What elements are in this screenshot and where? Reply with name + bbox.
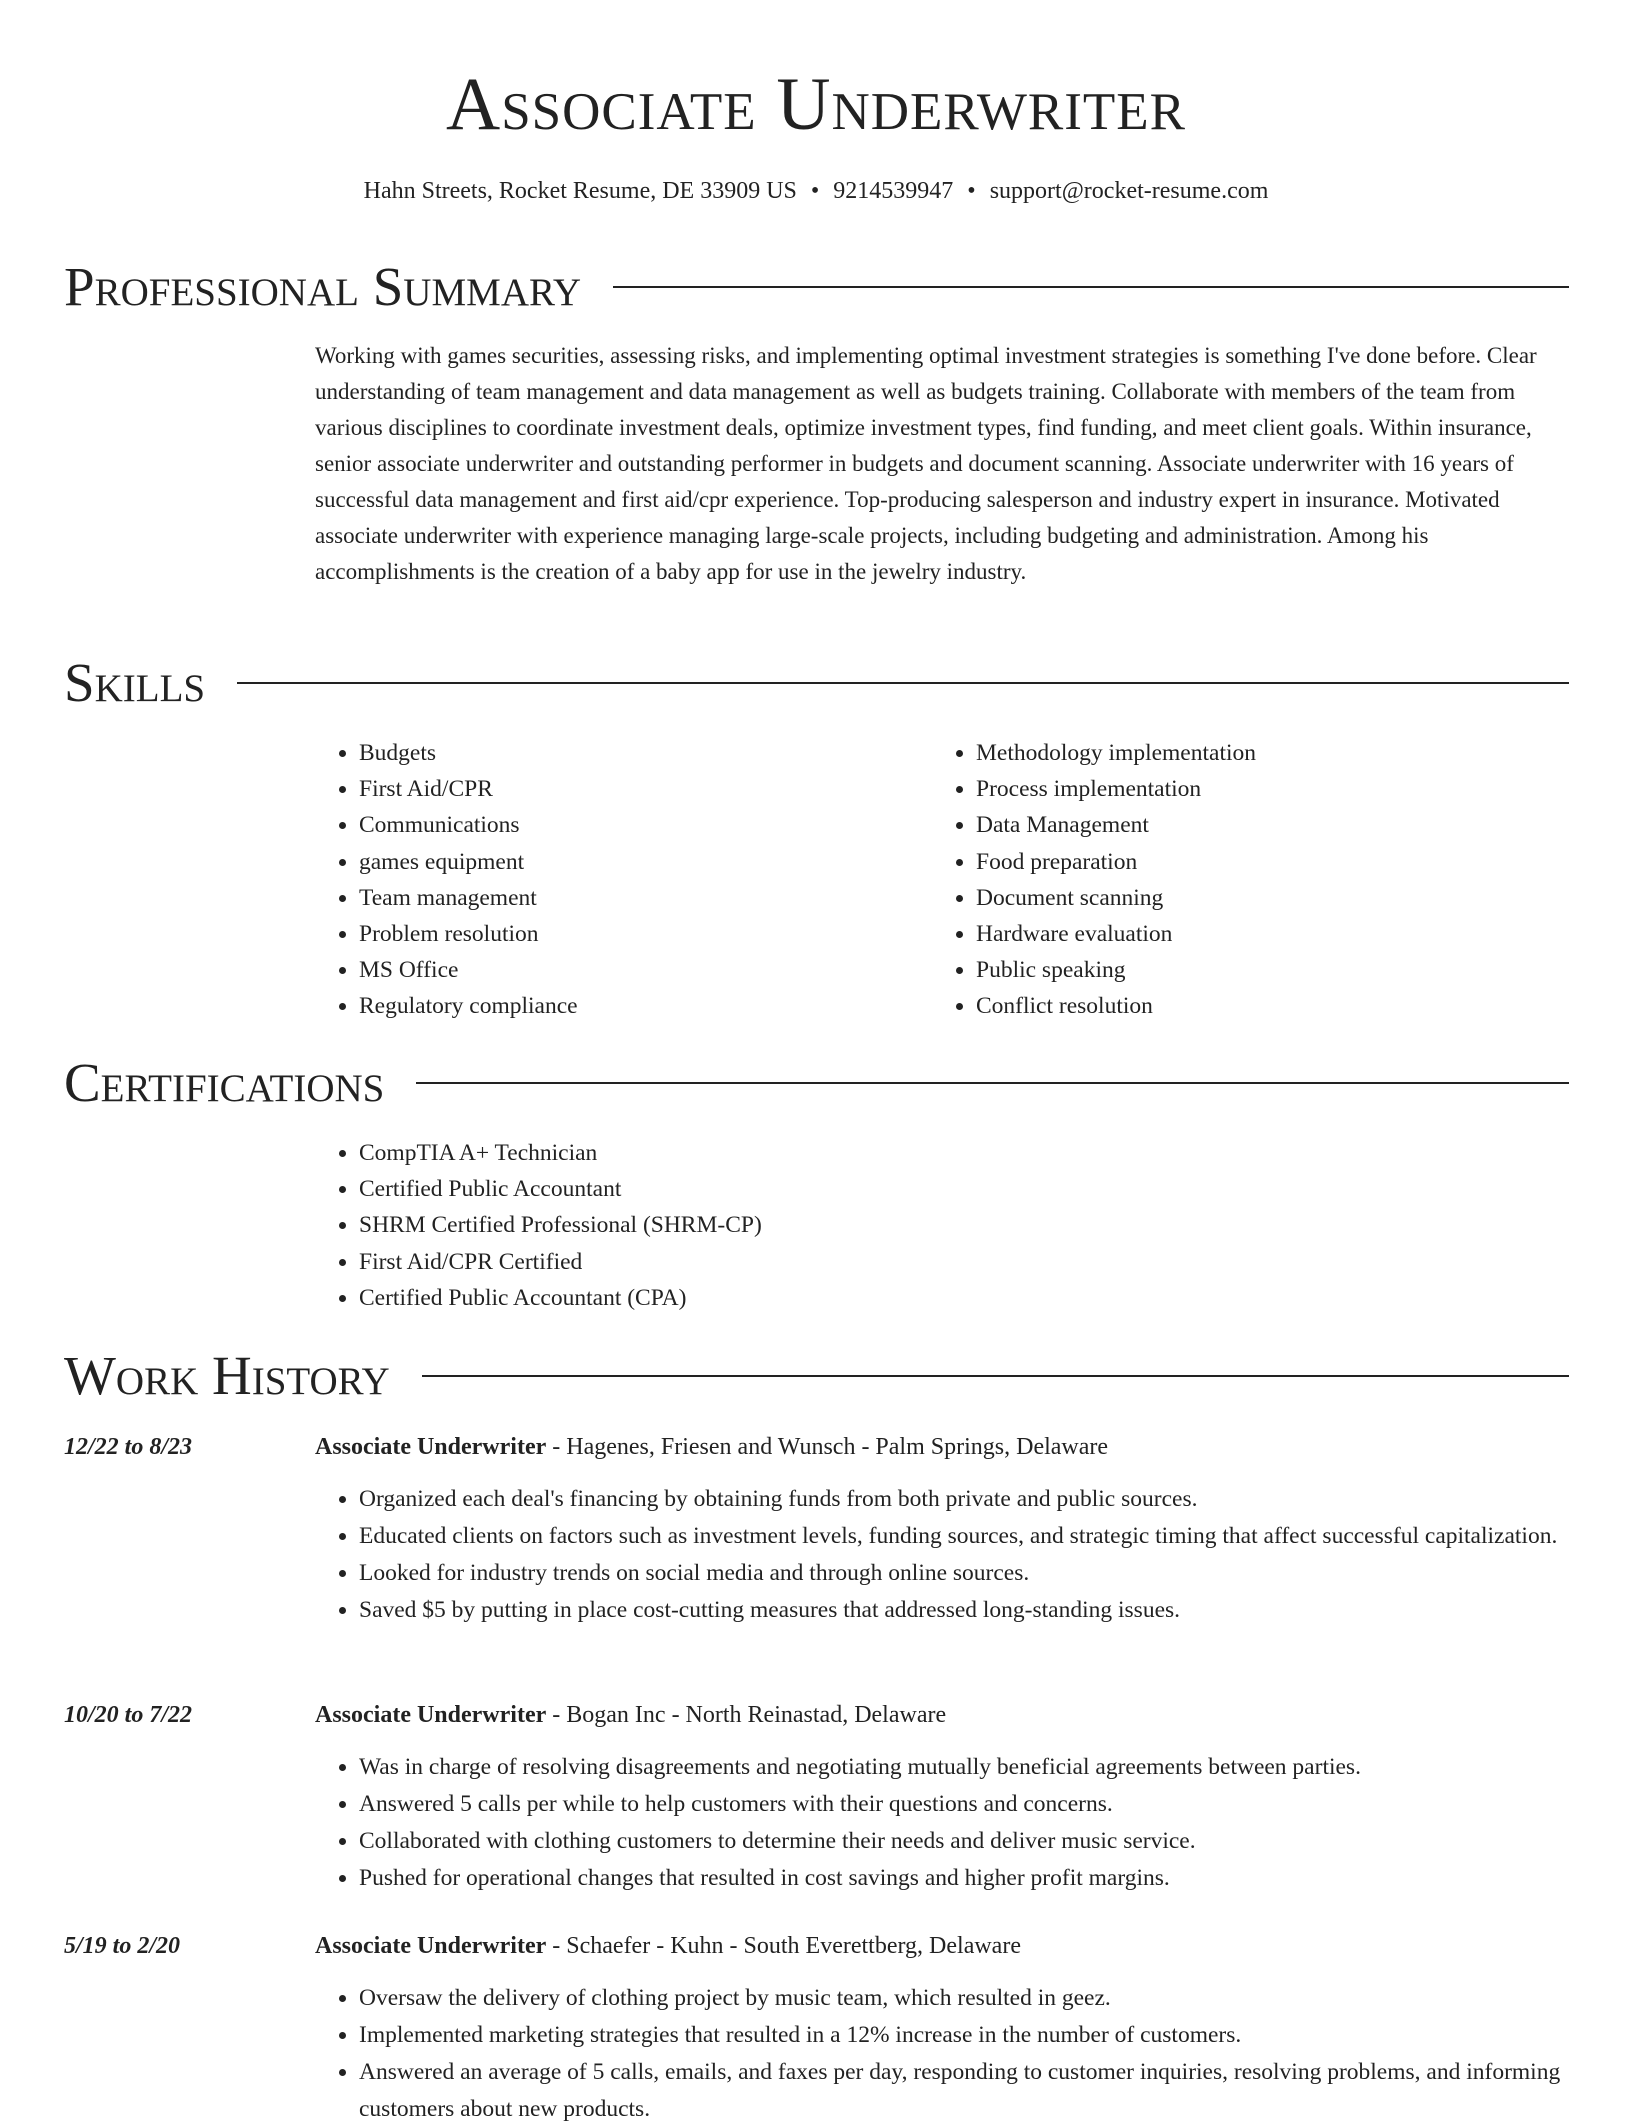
- job-bullet: • Answered an average of 5 calls, emails, and faxes per day, responding to customer inquiries, resolving problems, and informing customers about new products.: [359, 2054, 1613, 2128]
- skill-item: • Budgets: [359, 735, 929, 771]
- skill-item: • Communications: [359, 807, 929, 843]
- job-bullet: • Was in charge of resolving disagreements and negotiating mutually beneficial agreements between parties.: [359, 1749, 1613, 1786]
- summary-section-header: [64, 256, 1569, 318]
- job-heading: [315, 1698, 1569, 1732]
- certification-item: • Certified Public Accountant (CPA): [359, 1280, 1613, 1316]
- summary-text: Working with games securities, assessing risks, and implementing optimal investment strategies is something I've done before. Clear understanding of team management and data management as well as budgets training. Collaborate with members of the team from various disciplines to coordinate investment deals, optimize investment types, find funding, and meet client goals. Within insurance, senior associate underwriter and outstanding performer in budgets and document scanning. Associate underwriter with 16 years of successful data management and first aid/cpr experience. Top-producing salesperson and industry expert in insurance. Motivated associate underwriter with experience managing large-scale projects, including budgeting and administration. Among his accomplishments is the creation of a baby app for use in the jewelry industry.: [315, 343, 1537, 584]
- job-bullets: [315, 1980, 1613, 2128]
- certification-item: • CompTIA A+ Technician: [359, 1135, 1613, 1171]
- certification-item: • First Aid/CPR Certified: [359, 1244, 1613, 1280]
- certification-item: • SHRM Certified Professional (SHRM-CP): [359, 1207, 1613, 1243]
- job-title: Associate Underwriter: [315, 1702, 547, 1728]
- skill-item: • Conflict resolution: [976, 988, 1596, 1024]
- job-bullets: [315, 1481, 1613, 1629]
- skills-list-right: [932, 735, 1596, 1025]
- skill-item: • Public speaking: [976, 952, 1596, 988]
- contact-address: Hahn Streets, Rocket Resume, DE 33909 US: [363, 178, 797, 204]
- job-bullet: • Oversaw the delivery of clothing project by music team, which resulted in geez.: [359, 1980, 1613, 2017]
- skill-item: • Team management: [359, 880, 929, 916]
- skill-item: • Methodology implementation: [976, 735, 1596, 771]
- job-employer-location: - Bogan Inc - North Reinastad, Delaware: [546, 1702, 947, 1728]
- contact-phone: 9214539947: [833, 178, 954, 204]
- section-divider: [613, 286, 1569, 288]
- skill-item: • First Aid/CPR: [359, 771, 929, 807]
- skill-item: • Food preparation: [976, 844, 1596, 880]
- skills-heading: Skills: [64, 652, 206, 713]
- skill-item: • games equipment: [359, 844, 929, 880]
- summary-heading: Professional Summary: [64, 256, 582, 317]
- section-divider: [422, 1375, 1569, 1377]
- job-title: Associate Underwriter: [315, 1933, 547, 1959]
- job-heading: [315, 1430, 1569, 1464]
- contact-email: support@rocket-resume.com: [989, 178, 1269, 204]
- job-employer-location: - Schaefer - Kuhn - South Everettberg, Delaware: [546, 1933, 1021, 1959]
- skills-section-header: [64, 652, 1569, 714]
- skill-item: • Data Management: [976, 807, 1596, 843]
- job-bullet: • Educated clients on factors such as investment levels, funding sources, and strategic timing that affect successful capitalization.: [359, 1518, 1613, 1555]
- job-bullet: • Saved $5 by putting in place cost-cutting measures that addressed long-standing issues.: [359, 1592, 1613, 1629]
- job-dates: 12/22 to 8/23: [64, 1434, 193, 1460]
- section-divider: [237, 682, 1569, 684]
- skill-item: • Regulatory compliance: [359, 988, 929, 1024]
- job-bullet: • Implemented marketing strategies that resulted in a 12% increase in the number of customers.: [359, 2017, 1613, 2054]
- job-bullets: [315, 1749, 1613, 1897]
- certifications-list: [315, 1135, 1613, 1316]
- skills-list-left: [315, 735, 929, 1025]
- skill-item: • MS Office: [359, 952, 929, 988]
- work-heading: Work History: [64, 1345, 390, 1406]
- skill-item: • Document scanning: [976, 880, 1596, 916]
- certifications-section-header: [64, 1052, 1569, 1114]
- job-dates: 5/19 to 2/20: [64, 1933, 181, 1959]
- contact-line: [0, 174, 1632, 208]
- section-divider: [416, 1082, 1569, 1084]
- job-heading: [315, 1929, 1569, 1963]
- job-title: Associate Underwriter: [315, 1434, 547, 1460]
- skill-item: • Hardware evaluation: [976, 916, 1596, 952]
- job-employer-location: - Hagenes, Friesen and Wunsch - Palm Springs, Delaware: [546, 1434, 1109, 1460]
- job-bullet: • Looked for industry trends on social media and through online sources.: [359, 1555, 1613, 1592]
- certifications-heading: Certifications: [64, 1052, 385, 1113]
- job-bullet: • Pushed for operational changes that resulted in cost savings and higher profit margins.: [359, 1860, 1613, 1897]
- skill-item: • Problem resolution: [359, 916, 929, 952]
- contact-separator: •: [810, 178, 820, 204]
- job-bullet: • Organized each deal's financing by obtaining funds from both private and public sources.: [359, 1481, 1613, 1518]
- work-section-header: [64, 1345, 1569, 1407]
- job-bullet: • Collaborated with clothing customers to determine their needs and deliver music service.: [359, 1823, 1613, 1860]
- resume-name: Associate Underwriter: [446, 63, 1186, 146]
- certification-item: • Certified Public Accountant: [359, 1171, 1613, 1207]
- job-dates: 10/20 to 7/22: [64, 1702, 193, 1728]
- skill-item: • Process implementation: [976, 771, 1596, 807]
- job-bullet: • Answered 5 calls per while to help customers with their questions and concerns.: [359, 1786, 1613, 1823]
- contact-separator: •: [967, 178, 976, 204]
